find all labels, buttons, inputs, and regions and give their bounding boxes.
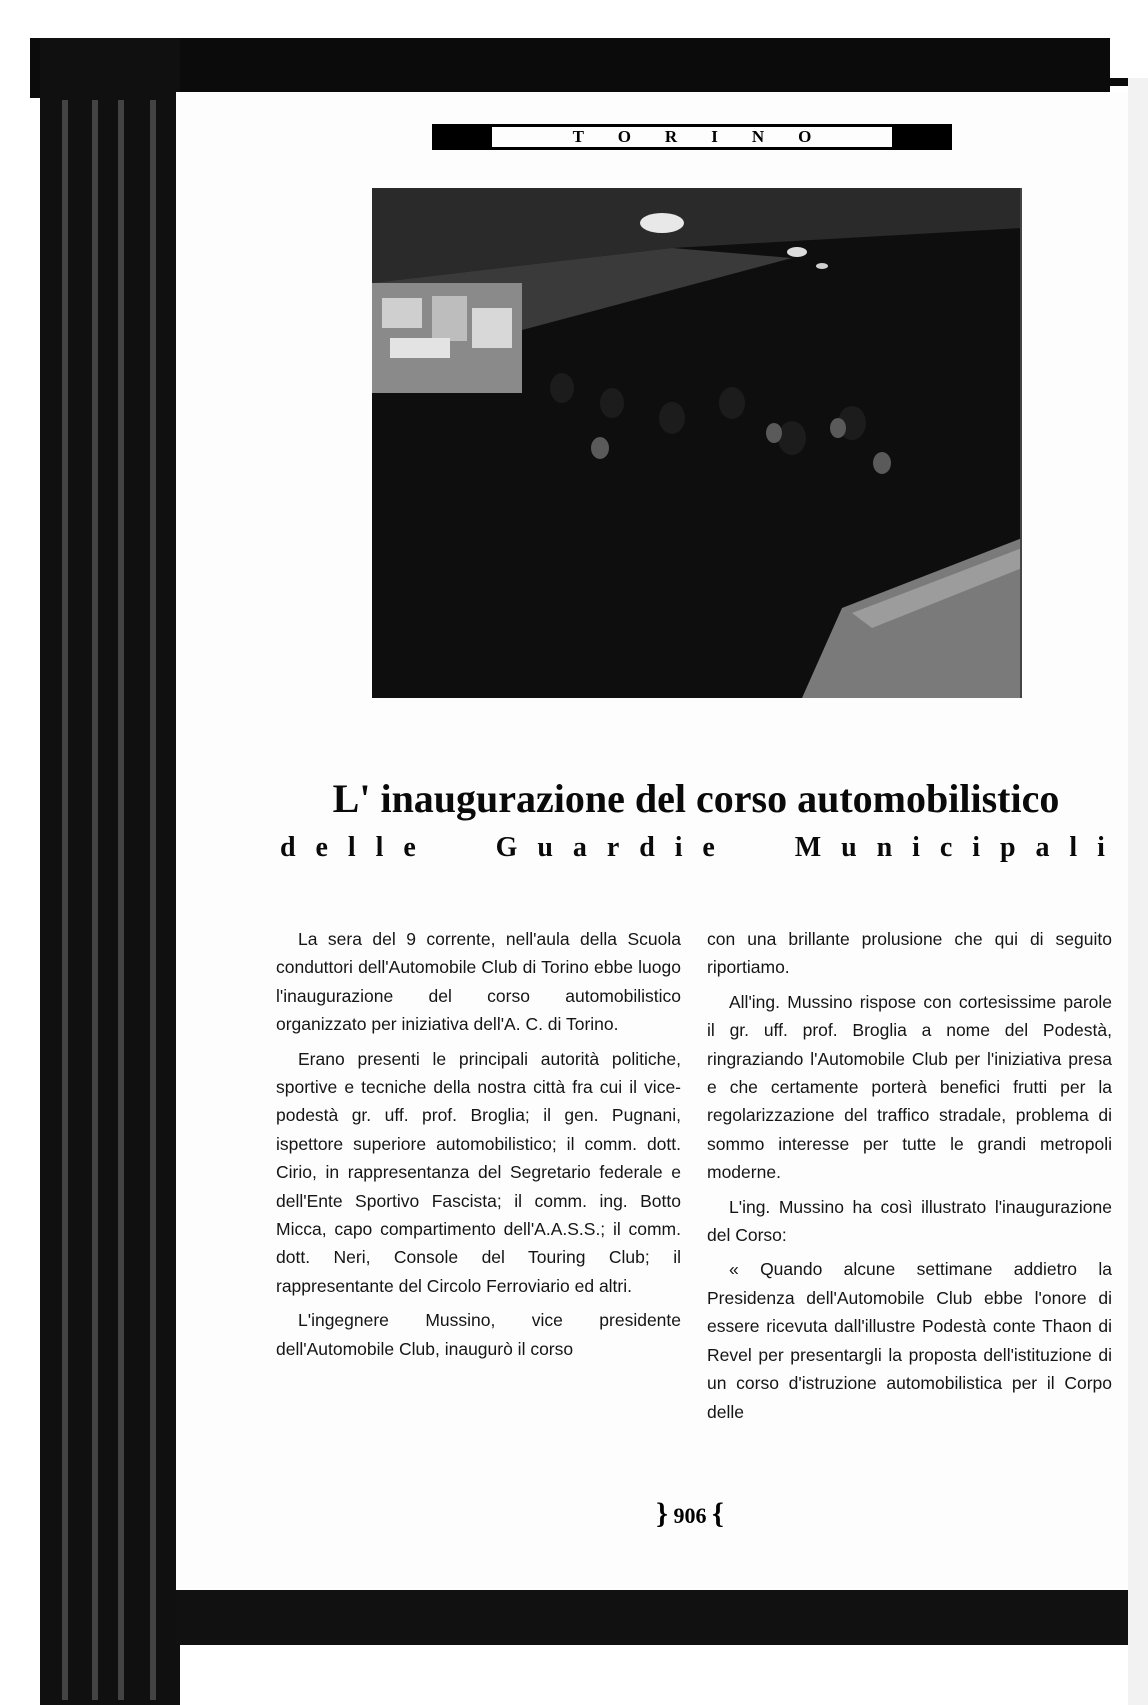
scan-border-bottom — [176, 1590, 1148, 1645]
paragraph: All'ing. Mussino rispose con cortesissime parole il gr. uff. prof. Broglia a nome del Podestà, ringraziando l'Automobile Club per l'iniziativa presa e che certamente porterà benefici frutti per la regolarizzazione del traffico stradale, problema di sommo interesse per tutte le grandi metropoli moderne. — [707, 991, 1112, 1183]
subtitle-letter: a — [1035, 832, 1050, 863]
subtitle-letter: e — [702, 832, 715, 863]
header-ornament-left — [432, 124, 492, 150]
subtitle-letter: i — [972, 832, 981, 863]
running-header-text: TORINO — [572, 127, 846, 146]
page-number-text: 906 — [673, 1503, 707, 1528]
paragraph: con una brillante prolusione che qui di seguito riportiamo. — [707, 929, 1112, 978]
subtitle-letter: l — [1069, 832, 1078, 863]
brace-ornament-icon: { — [712, 1497, 724, 1530]
header-ornament-right — [892, 124, 952, 150]
paragraph: Erano presenti le principali autorità politiche, sportive e tecniche della nostra città fra cui il vice-podestà gr. uff. prof. Broglia; il gen. Pugnani, ispettore superiore automobilistico; il comm. dott. Cirio, in rappresentanza del Segretario federale e dell'Ente Sportivo Fascista; il comm. ing. Botto Micca, capo compartimento dell'A.A.S.S.; il comm. dott. Neri, Console del Touring Club; il rappresentante del Circolo Ferroviario ed altri. — [276, 1048, 681, 1296]
subtitle-letter: d — [280, 832, 296, 863]
scan-stripe — [150, 100, 156, 1700]
subtitle-space — [735, 832, 775, 864]
scan-border-top-edge — [30, 78, 1148, 86]
article-title: L' inaugurazione del corso automobilistico — [332, 776, 1060, 821]
scan-border-top — [30, 38, 1110, 98]
subtitle-letter: r — [606, 832, 620, 863]
page-number — [640, 1497, 740, 1531]
article-subtitle — [280, 832, 1105, 864]
paragraph: L'ing. Mussino ha così illustrato l'inaugurazione del Corso: — [707, 1196, 1112, 1246]
subtitle-letter: e — [315, 832, 328, 863]
article-column-right — [707, 925, 1112, 1432]
subtitle-letter: d — [639, 832, 655, 863]
paragraph: La sera del 9 corrente, nell'aula della Scuola conduttori dell'Automobile Club di Torino ebbe luogo l'inaugurazione del corso automobilistico organizzato per iniziativa dell'A. C. di Torino. — [276, 929, 681, 1035]
subtitle-letter: i — [912, 832, 920, 863]
running-header — [432, 124, 952, 150]
subtitle-space — [436, 832, 476, 864]
subtitle-letter: c — [939, 832, 953, 863]
subtitle-letter: u — [537, 832, 553, 863]
subtitle-letter: G — [495, 832, 518, 863]
subtitle-letter: p — [999, 832, 1016, 863]
subtitle-letter: i — [674, 832, 683, 863]
photo-lecture-hall-icon — [372, 188, 1022, 698]
scan-stripe — [118, 100, 124, 1700]
scan-stripe — [92, 100, 98, 1700]
subtitle-letter: n — [876, 832, 893, 863]
subtitle-letter: a — [572, 832, 587, 863]
brace-ornament-icon: } — [656, 1497, 668, 1530]
scan-border-right — [1128, 78, 1148, 1705]
paragraph: L'ingegnere Mussino, vice presidente dell'Automobile Club, inaugurò il corso — [276, 1310, 681, 1359]
subtitle-letter: i — [1097, 832, 1105, 863]
article-photo — [372, 188, 1022, 698]
scan-border-left — [40, 38, 180, 1705]
subtitle-letter: l — [375, 832, 384, 863]
article-column-left — [276, 925, 681, 1369]
paragraph: « Quando alcune settimane addietro la Presidenza dell'Automobile Club ebbe l'onore di essere ricevuta dall'illustre Podestà conte Thaon di Revel per presentargli la proposta dell'istituzione di un corso d'istruzione automobilistica per il Corpo delle — [707, 1259, 1112, 1422]
subtitle-letter: e — [403, 832, 416, 863]
subtitle-letter: l — [347, 832, 356, 863]
subtitle-letter: M — [794, 832, 822, 863]
scan-stripe — [62, 100, 68, 1700]
subtitle-letter: u — [841, 832, 857, 863]
